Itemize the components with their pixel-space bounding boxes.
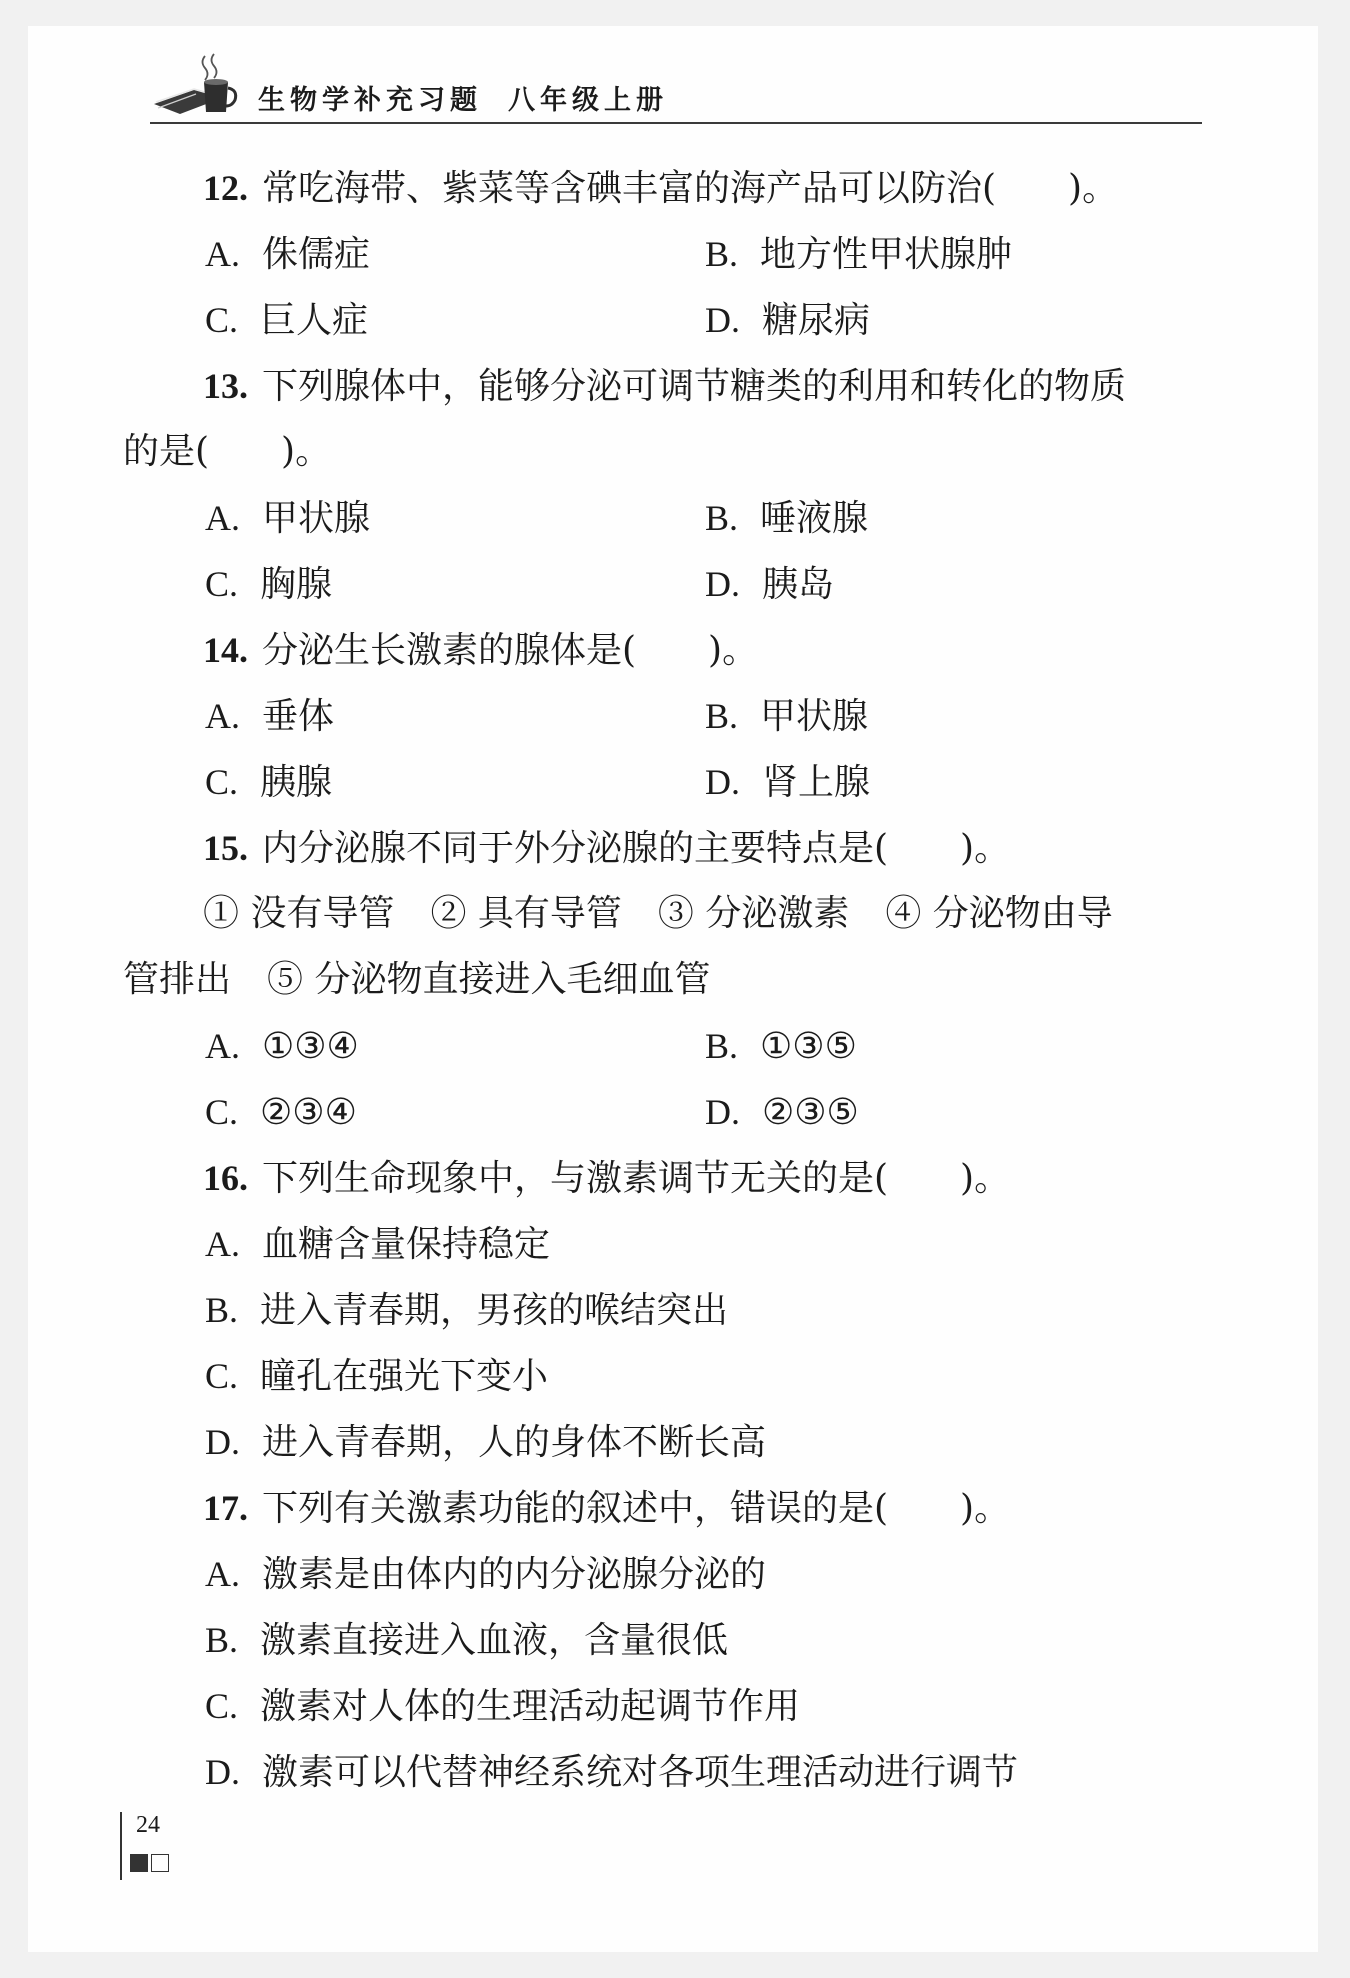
question-number: 16. xyxy=(203,1158,248,1198)
grade-label: 八年级上册 xyxy=(508,85,668,116)
question-number: 14. xyxy=(203,630,248,670)
q17-option-b: B. 激素直接进入血液，含量很低 xyxy=(205,1620,729,1661)
option-text: 激素可以代替神经系统对各项生理活动进行调节 xyxy=(262,1752,1019,1793)
q14-option-a: A. 垂体 xyxy=(205,696,335,737)
option-text: 胰腺 xyxy=(260,762,333,803)
question-text: 分泌生长激素的腺体是( )。 xyxy=(262,630,759,671)
option-text: 激素是由体内的内分泌腺分泌的 xyxy=(262,1554,767,1595)
option-text: 胸腺 xyxy=(260,564,333,605)
option-text: 激素直接进入血液，含量很低 xyxy=(260,1620,729,1661)
q17-option-a: A. 激素是由体内的内分泌腺分泌的 xyxy=(205,1554,767,1595)
option-text: 垂体 xyxy=(262,696,335,737)
option-text: 唾液腺 xyxy=(760,498,869,539)
option-text: ①③⑤ xyxy=(760,1026,857,1067)
question-number: 12. xyxy=(203,168,248,208)
question-text: 下列有关激素功能的叙述中，错误的是( )。 xyxy=(262,1488,1011,1529)
question-13 xyxy=(203,366,1126,407)
option-text: 糖尿病 xyxy=(762,300,871,341)
q15-statements-line2 xyxy=(123,960,710,1000)
option-text: 地方性甲状腺肿 xyxy=(760,234,1013,275)
question-number: 13. xyxy=(203,366,248,406)
q16-option-b: B. 进入青春期，男孩的喉结突出 xyxy=(205,1290,729,1331)
page-header xyxy=(150,52,1202,124)
option-text: 血糖含量保持稳定 xyxy=(262,1224,551,1265)
question-text: 常吃海带、紫菜等含碘丰富的海产品可以防治( )。 xyxy=(262,168,1119,209)
option-text: 甲状腺 xyxy=(262,498,371,539)
q15-option-c: C. ②③④ xyxy=(205,1092,357,1133)
page-number: 24 xyxy=(136,1812,160,1838)
q13-option-d: D. 胰岛 xyxy=(705,564,835,605)
question-number: 17. xyxy=(203,1488,248,1528)
option-text: 激素对人体的生理活动起调节作用 xyxy=(260,1686,801,1727)
option-text: 胰岛 xyxy=(762,564,835,605)
q16-option-c: C. 瞳孔在强光下变小 xyxy=(205,1356,549,1397)
q12-option-a: A. 侏儒症 xyxy=(205,234,371,275)
question-text: 下列腺体中，能够分泌可调节糖类的利用和转化的物质 xyxy=(262,366,1127,407)
filled-square-icon xyxy=(130,1854,148,1872)
book-and-cup-icon xyxy=(150,52,260,120)
option-text: ②③⑤ xyxy=(762,1092,859,1133)
option-text: 瞳孔在强光下变小 xyxy=(260,1356,549,1397)
question-text: 的是( )。 xyxy=(123,431,332,472)
footer-rule xyxy=(120,1812,122,1880)
q15-statements-line1 xyxy=(203,894,1113,934)
option-text: ②③④ xyxy=(260,1092,357,1133)
q13-option-a: A. 甲状腺 xyxy=(205,498,371,539)
q16-option-a: A. 血糖含量保持稳定 xyxy=(205,1224,551,1265)
question-number: 15. xyxy=(203,828,248,868)
q13-option-c: C. 胸腺 xyxy=(205,564,333,605)
book-title: 生物学补充习题 xyxy=(258,85,482,116)
question-text: 内分泌腺不同于外分泌腺的主要特点是( )。 xyxy=(262,828,1011,869)
q14-option-b: B. 甲状腺 xyxy=(705,696,869,737)
question-text: 下列生命现象中，与激素调节无关的是( )。 xyxy=(262,1158,1011,1199)
statement-text: ① 没有导管 ② 具有导管 ③ 分泌激素 ④ 分泌物由导 xyxy=(203,893,1113,934)
option-text: ①③④ xyxy=(262,1026,359,1067)
q17-option-d: D. 激素可以代替神经系统对各项生理活动进行调节 xyxy=(205,1752,1019,1793)
option-text: 进入青春期，人的身体不断长高 xyxy=(262,1422,767,1463)
q16-option-d: D. 进入青春期，人的身体不断长高 xyxy=(205,1422,767,1463)
question-14 xyxy=(203,630,758,671)
q15-option-b: B. ①③⑤ xyxy=(705,1026,857,1067)
question-15 xyxy=(203,828,1010,869)
q14-option-d: D. 肾上腺 xyxy=(705,762,871,803)
option-text: 侏儒症 xyxy=(262,234,371,275)
q15-option-d: D. ②③⑤ xyxy=(705,1092,859,1133)
q12-option-c: C. 巨人症 xyxy=(205,300,369,341)
option-text: 甲状腺 xyxy=(760,696,869,737)
q12-option-d: D. 糖尿病 xyxy=(705,300,871,341)
option-text: 进入青春期，男孩的喉结突出 xyxy=(260,1290,729,1331)
option-text: 肾上腺 xyxy=(762,762,871,803)
question-17 xyxy=(203,1488,1010,1529)
question-16 xyxy=(203,1158,1010,1199)
q12-option-b: B. 地方性甲状腺肿 xyxy=(705,234,1013,275)
q13-option-b: B. 唾液腺 xyxy=(705,498,869,539)
q17-option-c: C. 激素对人体的生理活动起调节作用 xyxy=(205,1686,801,1727)
q15-option-a: A. ①③④ xyxy=(205,1026,359,1067)
statement-text: 管排出 ⑤ 分泌物直接进入毛细血管 xyxy=(123,959,711,1000)
question-13-cont xyxy=(123,432,331,472)
question-12 xyxy=(203,168,1118,209)
empty-square-icon xyxy=(151,1854,169,1872)
option-text: 巨人症 xyxy=(260,300,369,341)
q14-option-c: C. 胰腺 xyxy=(205,762,333,803)
